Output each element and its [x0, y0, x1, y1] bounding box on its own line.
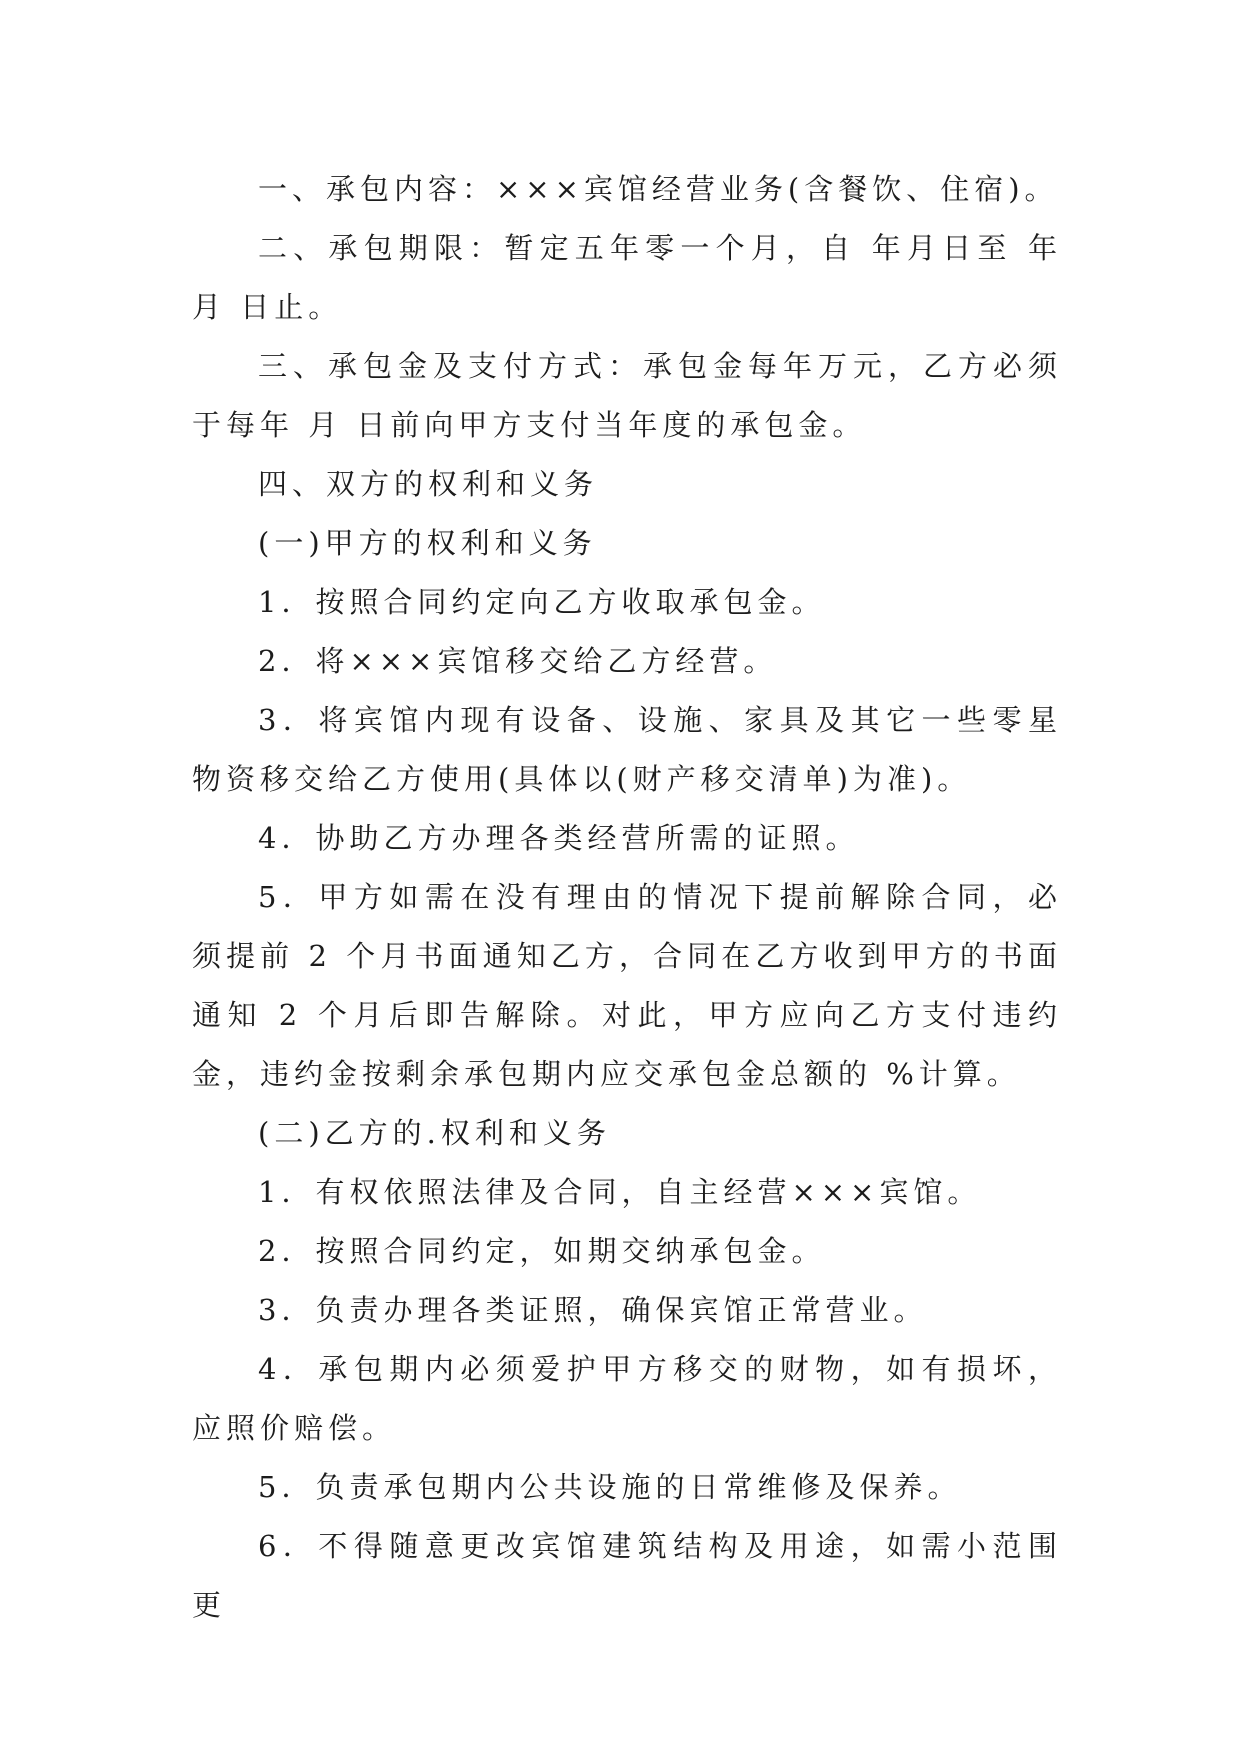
- subsection-party-a: (一)甲方的权利和义务: [258, 526, 597, 560]
- party-a-item-3: 3．将宾馆内现有设备、设施、家具及其它一些零星物资移交给乙方使用(具体以(财产移交清单)为准)。: [192, 703, 1062, 796]
- party-a-item-4: 4．协助乙方办理各类经营所需的证照。: [258, 821, 860, 855]
- subsection-party-b: (二)乙方的.权利和义务: [258, 1116, 611, 1150]
- party-b-item-3: 3．负责办理各类证照，确保宾馆正常营业。: [258, 1293, 928, 1327]
- document-body: [192, 160, 1062, 1635]
- clause-contract-term: 二、承包期限：暂定五年零一个月，自 年月日至 年月 日止。: [192, 231, 1062, 324]
- party-a-item-2: 2．将×××宾馆移交给乙方经营。: [258, 644, 778, 678]
- clause-contract-content: 一、承包内容：×××宾馆经营业务(含餐饮、住宿)。: [258, 172, 1059, 206]
- party-b-item-1: 1．有权依照法律及合同，自主经营×××宾馆。: [258, 1175, 982, 1209]
- party-a-item-1: 1．按照合同约定向乙方收取承包金。: [258, 585, 826, 619]
- party-b-item-6: 6．不得随意更改宾馆建筑结构及用途，如需小范围更: [192, 1529, 1062, 1622]
- section-rights-obligations: 四、双方的权利和义务: [258, 467, 599, 501]
- party-b-item-4: 4．承包期内必须爱护甲方移交的财物，如有损坏，应照价赔偿。: [192, 1352, 1062, 1445]
- party-b-item-5: 5．负责承包期内公共设施的日常维修及保养。: [258, 1470, 962, 1504]
- clause-payment: 三、承包金及支付方式：承包金每年万元，乙方必须于每年 月 日前向甲方支付当年度的承包金。: [192, 349, 1062, 442]
- party-a-item-5: 5．甲方如需在没有理由的情况下提前解除合同，必须提前 2 个月书面通知乙方，合同在乙方收到甲方的书面通知 2 个月后即告解除。对此，甲方应向乙方支付违约金，违约金按剩余承包期内应交承包金总额的 %计算。: [192, 880, 1062, 1091]
- party-b-item-2: 2．按照合同约定，如期交纳承包金。: [258, 1234, 826, 1268]
